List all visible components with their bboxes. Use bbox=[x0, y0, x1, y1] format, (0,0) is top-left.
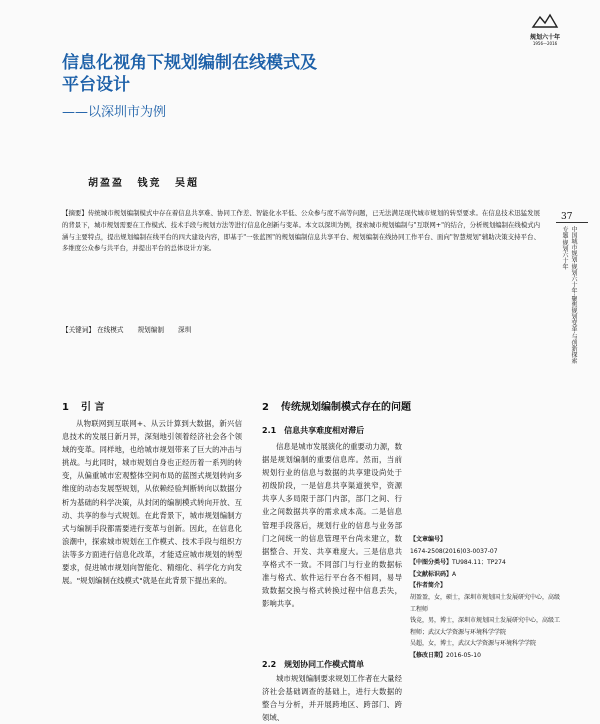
article-info bbox=[410, 534, 560, 662]
abstract bbox=[62, 208, 540, 255]
side-divider bbox=[556, 222, 588, 223]
subsection-number: 2.1 bbox=[262, 426, 277, 435]
column-title-vertical bbox=[560, 226, 588, 386]
keyword: 在线模式 bbox=[97, 326, 124, 334]
article-title-line-2: 平台设计 bbox=[62, 75, 130, 95]
journal-logo-years: 1956—2016 bbox=[532, 41, 558, 46]
subsection-title: 规划协同工作模式简单 bbox=[284, 660, 365, 669]
journal-logo bbox=[520, 14, 570, 44]
article-info-line bbox=[410, 534, 560, 546]
article-info-line bbox=[410, 557, 560, 569]
section-1-heading bbox=[62, 398, 104, 413]
abstract-label: 【摘要】 bbox=[62, 209, 88, 217]
author-list bbox=[88, 174, 199, 189]
article-info-value: TU984.11；TP274 bbox=[452, 559, 506, 567]
keywords bbox=[62, 324, 540, 334]
article-title-line-1: 信息化视角下规划编制在线模式及 bbox=[62, 53, 317, 73]
article-info-line bbox=[410, 546, 560, 558]
author-name: 钱竞 bbox=[137, 178, 162, 189]
author-name: 胡盈盈 bbox=[88, 178, 124, 189]
article-info-label: 【作者简介】 bbox=[410, 582, 447, 590]
author-name: 吴超 bbox=[174, 178, 199, 189]
article-title bbox=[62, 52, 482, 96]
subsection-2-1-paragraph: 信息是城市发展演化的重要动力源，数据是规划编制的重要信息库。然而，当前规划行业的信息与数据的共享建设尚处于初级阶段，一是信息共享渠道狭窄，资源共享人多局限于部门内部，部门之间、行业之间数据共享的需求成本高。二是信息管理手段落后，规划行业的信息与业务部门之间统一的信息管理平台尚未建立，数据整合、开发、共享难度大。三是信息共享格式不一致。不同部门与行业的数据标准与格式、软件运行平台各不相同，易导致数据交换与格式转换过程中信息丢失，影响共享。 bbox=[262, 442, 402, 609]
article-info-line bbox=[410, 592, 560, 615]
section-number: 2 bbox=[262, 402, 269, 413]
article-info-value: 2016-05-10 bbox=[446, 651, 481, 659]
section-title: 引 言 bbox=[80, 402, 105, 413]
article-info-value: 钱竞，男，博士，深圳市规划国土发展研究中心，高级工程师；武汉大学资源与环境科学学院 bbox=[410, 617, 561, 636]
subsection-title: 信息共享难度相对滞后 bbox=[284, 426, 365, 435]
article-info-line bbox=[410, 580, 560, 592]
subsection-2-2-heading bbox=[262, 659, 364, 670]
article-info-line bbox=[410, 638, 560, 650]
article-info-line bbox=[410, 569, 560, 581]
subsection-2-1-paragraph-cont bbox=[262, 504, 402, 582]
article-info-label: 【修改日期】 bbox=[410, 651, 447, 659]
article-info-label: 【文献标识码】 bbox=[410, 570, 453, 578]
section-1-paragraph: 从物联网到互联网+、从云计算到大数据，新兴信息技术的发展日新月异，深刻地引领着经济社会各个领域的变革。同样地，也给城市规划带来了巨大的冲击与挑战。与此同时，城市规划自身也正经历着一系列的转变，从偏重城市宏观整体空间布局的蓝图式规划转向多维度的动态发展型规划，从依赖经验判断转向以数据分析为基础的科学决策，从封闭的编制模式转向开放、互动、共享的参与式规划。在此背景下，城市规划编制方式与编制手段都需要进行变革与创新。因此，在信息化浪潮中，探索城市规划在工作模式、技术手段与组织方法等多方面进行信息化改革，才能适应城市规划的转型要求，促进城市规划向智能化、精细化、科学化方向发展。"规划编制在线模式"就是在此背景下提出来的。 bbox=[62, 419, 242, 586]
article-subtitle: ——以深圳市为例 bbox=[62, 105, 167, 120]
journal-logo-mark bbox=[532, 14, 558, 28]
article-info-value: 胡盈盈，女，硕士，深圳市规划国土发展研究中心，高级工程师 bbox=[410, 593, 561, 613]
article-info-value: 1674-2508(2016)03-0037-07 bbox=[410, 547, 498, 555]
article-info-value: 吴超，女，博士，武汉大学资源与环境科学学院 bbox=[410, 640, 537, 648]
subsection-2-1-heading bbox=[262, 425, 364, 436]
column-title-line: 专题·规划六十年 bbox=[561, 226, 568, 270]
abstract-text: 传统城市规划编制模式中存在着信息共享难、协同工作差、智能化水平低、公众参与度不高等问题，已无法满足现代城市规划的转型要求。在信息技术迅猛发展的背景下，城市规划需要在工作模式、技术手段与规划方法等进行信息化创新与变革。本文以深圳为例，探索城市规划编制与"互联网+"的结合，分析规划编制在线模式内涵与主要特点，提出规划编制在线平台的四大建设内容，即基于"一张蓝图"的规划编制信息共享平台、规划编制在线协同工作平台、面向"智慧规划"辅助决策支持平台、多维度公众参与共平台，并提出平台的总体设计方案。 bbox=[62, 209, 540, 253]
column-title-line: 中国城市规划·规划六十年·聚焦规划变革·与创新探索 bbox=[570, 226, 577, 364]
article-info-line bbox=[410, 615, 560, 638]
subsection-number: 2.2 bbox=[262, 660, 277, 669]
section-number: 1 bbox=[62, 402, 69, 413]
keywords-label: 【关键词】 bbox=[62, 326, 95, 334]
section-title: 传统规划编制模式存在的问题 bbox=[280, 402, 411, 413]
keyword: 深圳 bbox=[178, 326, 192, 334]
section-2-heading bbox=[262, 398, 411, 413]
article-info-value: A bbox=[452, 570, 457, 578]
article-info-label: 【中图分类号】 bbox=[410, 559, 453, 567]
page-number: 37 bbox=[561, 212, 573, 222]
keyword: 规划编制 bbox=[137, 326, 164, 334]
subsection-2-2-paragraph: 城市规划编制要求规划工作者在大量经济社会基础调查的基础上，进行大数据的整合与分析，并开展跨地区、跨部门、跨领域、 bbox=[262, 674, 402, 723]
article-info-line bbox=[410, 650, 560, 662]
journal-logo-text: 规划六十年 bbox=[529, 34, 560, 41]
article-info-label: 【文章编号】 bbox=[410, 536, 447, 543]
